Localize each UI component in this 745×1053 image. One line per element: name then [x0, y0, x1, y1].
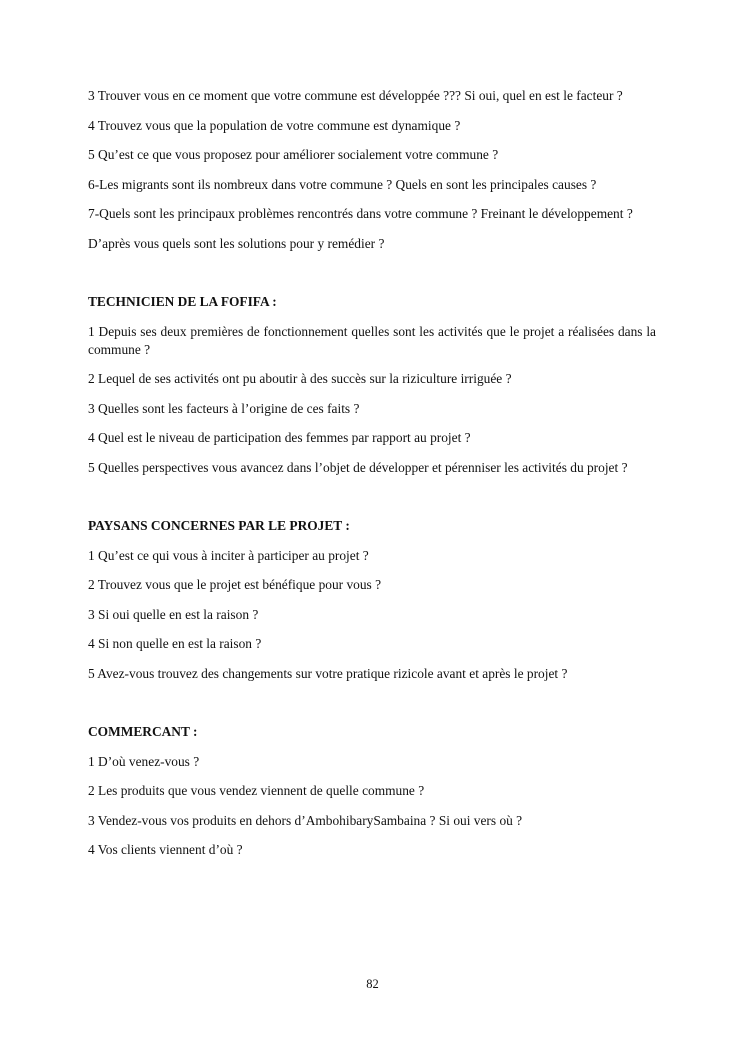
section-technicien: [88, 293, 656, 477]
question-item: 4 Trouvez vous que la population de votre commune est dynamique ?: [88, 117, 461, 133]
document-page: [88, 87, 656, 871]
section-spacer: [88, 488, 656, 517]
question-item: 1 Depuis ses deux premières de fonctionnement quelles sont les activités que le projet a réalisées dans la commune ?: [88, 323, 656, 357]
question-item: 6-Les migrants sont ils nombreux dans votre commune ? Quels en sont les principales causes ?: [88, 176, 597, 192]
question-item: 4 Si non quelle en est la raison ?: [88, 636, 262, 651]
section-heading: COMMERCANT :: [88, 724, 198, 739]
page-number: 82: [366, 977, 379, 991]
question-item: 4 Vos clients viennent d’où ?: [88, 842, 243, 857]
question-item: 2 Les produits que vous vendez viennent de quelle commune ?: [88, 783, 425, 798]
question-item: 3 Si oui quelle en est la raison ?: [88, 606, 259, 622]
question-item: 5 Avez-vous trouvez des changements sur votre pratique rizicole avant et après le projet ?: [88, 665, 568, 681]
question-item: 5 Qu’est ce que vous proposez pour améliorer socialement votre commune ?: [88, 147, 499, 162]
question-item: 2 Lequel de ses activités ont pu aboutir à des succès sur la riziculture irriguée ?: [88, 371, 512, 386]
section-paysans: [88, 517, 656, 683]
section-spacer: [88, 264, 656, 293]
question-item: 1 Qu’est ce qui vous à inciter à participer au projet ?: [88, 547, 369, 563]
question-item: 3 Vendez-vous vos produits en dehors d’AmbohibarySambaina ? Si oui vers où ?: [88, 812, 523, 828]
section-heading: TECHNICIEN DE LA FOFIFA :: [88, 294, 277, 309]
section-commercant: [88, 723, 656, 859]
section-intro-questions: [88, 87, 656, 253]
section-spacer: [88, 694, 656, 723]
question-item: 3 Quelles sont les facteurs à l’origine de ces faits ?: [88, 400, 360, 416]
section-heading: PAYSANS CONCERNES PAR LE PROJET :: [88, 518, 350, 533]
question-item: 1 D’où venez-vous ?: [88, 753, 200, 769]
question-item: 5 Quelles perspectives vous avancez dans l’objet de développer et pérenniser les activités du projet ?: [88, 459, 628, 475]
question-item: 4 Quel est le niveau de participation des femmes par rapport au projet ?: [88, 430, 471, 445]
question-item: 2 Trouvez vous que le projet est bénéfique pour vous ?: [88, 577, 382, 592]
question-item: D’après vous quels sont les solutions pour y remédier ?: [88, 235, 385, 251]
question-item: 7-Quels sont les principaux problèmes rencontrés dans votre commune ? Freinant le développement ?: [88, 206, 633, 221]
question-item: 3 Trouver vous en ce moment que votre commune est développée ??? Si oui, quel en est le facteur ?: [88, 88, 623, 103]
